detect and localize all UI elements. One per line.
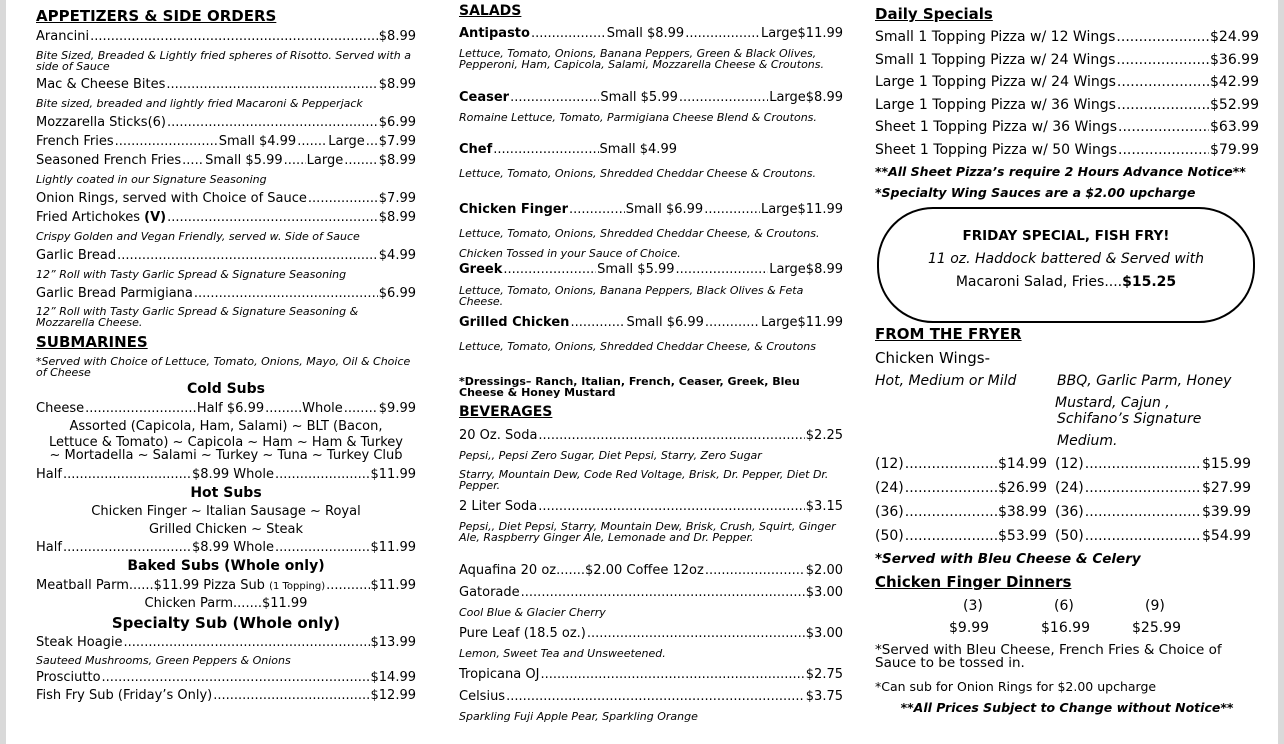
item-description: Bite sized, breaded and lightly fried Macaroni & Pepperjack xyxy=(36,97,363,110)
wing-sauces-basic: Hot, Medium or Mild xyxy=(875,373,1017,389)
menu-item-tropicana: Tropicana OJ ..... $2.75 xyxy=(459,667,843,683)
wing-sauces-specialty: Schifano’s Signature xyxy=(1057,411,1202,427)
special-item: Sheet 1 Topping Pizza w/ 50 Wings ..... $79.99 xyxy=(875,142,1259,158)
menu-item-aquafina-coffee: Aquafina 20 oz.......$2.00 Coffee 12oz ..... $2.00 xyxy=(459,563,843,579)
menu-item-cheese-sub: Cheese ..... Half $6.99 ..... Whole ..... $9.99 xyxy=(36,401,416,417)
sheet-pizza-note: **All Sheet Pizza’s require 2 Hours Advance Notice** xyxy=(875,164,1246,179)
item-description: Sparkling Fuji Apple Pear, Sparkling Orange xyxy=(459,710,698,723)
cold-subs-heading: Cold Subs xyxy=(187,381,265,397)
menu-item-mac-cheese: Mac & Cheese Bites ..... $8.99 xyxy=(36,77,416,93)
menu-item-chicken-finger-salad: Chicken Finger ..... Small $6.99 ..... Large$11.99 xyxy=(459,202,843,218)
menu-item-antipasto: Antipasto ..... Small $8.99 ..... Large$11.99 xyxy=(459,26,843,42)
item-description: Lightly coated in our Signature Seasoning xyxy=(36,173,267,186)
friday-special-box xyxy=(877,207,1255,323)
submarines-heading: SUBMARINES xyxy=(36,333,148,351)
special-item: Small 1 Topping Pizza w/ 24 Wings ..... $36.99 xyxy=(875,52,1259,68)
item-description: Pepsi,, Pepsi Zero Sugar, Diet Pepsi, Starry, Zero Sugar xyxy=(459,449,762,462)
menu-item-celsius: Celsius ..... $3.75 xyxy=(459,689,843,705)
cold-subs-prices: Half ..... $8.99 Whole ..... $11.99 xyxy=(36,467,416,483)
special-item: Large 1 Topping Pizza w/ 24 Wings ..... $42.99 xyxy=(875,74,1259,90)
dressings-note: *Dressings– Ranch, Italian, French, Ceaser, Greek, Bleu Cheese & Honey Mustard xyxy=(459,375,800,399)
submarines-note: *Served with Choice of Lettuce, Tomato, Onions, Mayo, Oil & Choice of Cheese xyxy=(36,355,411,379)
item-description: Lettuce, Tomato, Onions, Shredded Cheddar Cheese, & Croutons. Chicken Tossed in your Sauce of Choice. xyxy=(459,227,820,260)
menu-item-seasoned-fries: Seasoned French Fries ..... Small $5.99 ..... Large ..... $8.99 xyxy=(36,153,416,169)
item-description: Romaine Lettuce, Tomato, Parmigiana Cheese Blend & Croutons. xyxy=(459,111,817,124)
menu-page: APPETIZERS & SIDE ORDERS Arancini ..... $8.99 Bite Sized, Breaded & Lightly fried spheres of Risotto. Served with a side of Sauce Mac & Cheese Bites ..... $8.99 Bite sized, breaded and lightly fried Macaroni & Pepperjack Mozzarella Sticks(6) ..... $6.99 French Fries ..... Small $4.99 ..... Large ..... $7.99 Seasoned French Fries ..... Small $5.99 ..... Large ..... $8.99 Lightly coated in our Signature Seasoning Onion Rings, served with Choice of Sauce ..... $7.99 Fried Artichokes (V) ..... $8.99 Crispy Golden and Vegan Friendly, served w. Side of Sauce Garlic Bread ..... $4.99 12” Roll with Tasty Garlic Spread & Signature Seasoning Garlic Bread Parmigiana ..... $6.99 12” Roll with Tasty Garlic Spread & Signature Seasoning & Mozzarella Cheese. SUBMARINES *Served with Choice of Lettuce, Tomato, Onions, Mayo, Oil & Choice of Cheese Cold Subs Cheese ..... Half $6.99 ..... Whole ..... $9.99 Assorted (Capicola, Ham, Salami) ~ BLT (Bacon, Lettuce & Tomato) ~ Capicola ~ Ham ~ Ham & Turkey ~ Mortadella ~ Salami ~ Turkey ~ Tuna ~ Turkey Club Half ..... $8.99 Whole ..... $11.99 Hot Subs Chicken Finger ~ Italian Sausage ~ Royal Grilled Chicken ~ Steak Half ..... $8.99 Whole ..... $11.99 Baked Subs (Whole only) Meatball Parm......$11.99 Pizza Sub (1 Topping) ..... $11.99 Chicken Parm.......$11.99 Specialty Sub (Whole only) Steak Hoagie ..... $13.99 Sauteed Mushrooms, Green Peppers & Onions Prosciutto ..... $14.99 Fish Fry Sub (Friday’s Only) ..... $12.99 SALADS Antipasto ..... Small $8.99 ..... Large$11.99 Lettuce, Tomato, Onions, Banana Peppers, Green & Black Olives, Pepperoni, Ham, Capicola, Salami, Mozzarella Cheese & Croutons. Ceaser ..... Small $5.99 ..... Large$8.99 Romaine Lettuce, Tomato, Parmigiana Cheese Blend & Croutons. Chef ..... Small $4.99 Lettuce, Tomato, Onions, Shredded Cheddar Cheese & Croutons. Chicken Finger ..... Small $6.99 ..... Large$11.99 Lettuce, Tomato, Onions, Shredded Cheddar Cheese, & Croutons. Chicken Tossed in your Sauce of Choice. Greek ..... Small $5.99 ..... Large$8.99 Lettuce, Tomato, Onions, Banana Peppers, Black Olives & Feta Cheese. Grilled Chicken ..... Small $6.99 ..... Large$11.99 Lettuce, Tomato, Onions, Shredded Cheddar Cheese, & Croutons *Dressings– Ranch, Italian, French, Ceaser, Greek, Bleu Cheese & Honey Mustard BEVERAGES 20 Oz. Soda ..... $2.25 Pepsi,, Pepsi Zero Sugar, Diet Pepsi, Starry, Zero Sugar Starry, Mountain Dew, Code Red Voltage, Brisk, Dr. Pepper, Diet Dr. Pepper. 2 Liter Soda ..... $3.15 Pepsi,, Diet Pepsi, Starry, Mountain Dew, Brisk, Crush, Squirt, Ginger Ale, Raspberry Ginger Ale, Lemonade and Dr. Pepper. Aquafina 20 oz.......$2.00 Coffee 12oz ..... $2.00 Gatorade ..... $3.00 Cool Blue & Glacier Cherry Pure Leaf (18.5 oz.) ..... $3.00 Lemon, Sweet Tea and Unsweetened. Tropicana OJ ..... $2.75 Celsius ..... $3.75 Sparkling Fuji Apple Pear, Sparkling Orange Daily Specials Small 1 Topping Pizza w/ 12 Wings ..... $24.99 Small 1 Topping Pizza w/ 24 Wings ..... $36.99 Large 1 Topping Pizza w/ 24 Wings ..... $42.99 Large 1 Topping Pizza w/ 36 Wings ..... $52.99 Sheet 1 Topping Pizza w/ 36 Wings ..... $63.99 Sheet 1 Topping Pizza w/ 50 Wings ..... $79.99 **All Sheet Pizza’s require 2 Hours Advance Notice** *Specialty Wing Sauces are a $2.00 upcharge FRIDAY SPECIAL, FISH FRY! 11 oz. Haddock battered & Served with Macaroni Salad, Fries....$15.25 FROM THE FRYER Chicken Wings- Hot, Medium or Mild BBQ, Garlic Parm, Honey Mustard, Cajun , Schifano’s Signature Medium. (12) ..... $14.99 (12) ..... $15.99 (24) ..... $26.99 (24) ..... $27.99 (36) ..... $38.99 (36) ..... $39.99 (50) ..... $53.99 (50) ..... $54.99 *Served with Bleu Cheese & Celery Chicken Finger Dinners (3) (6) (9) $9.99 $16.99 $25.99 *Served with Bleu Cheese, French Fries & Choice of Sauce to be tossed in. *Can sub for Onion Rings for $2.00 upcharge **All Prices Subject to Change without Notice** xyxy=(6,0,1278,744)
menu-item-greek: Greek ..... Small $5.99 ..... Large$8.99 xyxy=(459,262,843,278)
specialty-sub-heading: Specialty Sub (Whole only) xyxy=(111,614,341,632)
item-description: Crispy Golden and Vegan Friendly, served w. Side of Sauce xyxy=(36,230,360,243)
menu-item-garlic-bread-parm: Garlic Bread Parmigiana ..... $6.99 xyxy=(36,286,416,302)
hot-subs-list: Grilled Chicken ~ Steak xyxy=(148,522,303,537)
chicken-finger-dinners-heading: Chicken Finger Dinners xyxy=(875,573,1072,591)
cold-subs-list: Lettuce & Tomato) ~ Capicola ~ Ham ~ Ham & Turkey xyxy=(48,435,403,450)
item-description: 12” Roll with Tasty Garlic Spread & Signature Seasoning & Mozzarella Cheese. xyxy=(36,305,359,329)
menu-item-chef: Chef ..... Small $4.99 xyxy=(459,142,677,158)
item-description: Lettuce, Tomato, Onions, Shredded Cheddar Cheese & Croutons. xyxy=(459,167,817,180)
item-description: Lemon, Sweet Tea and Unsweetened. xyxy=(459,647,666,660)
special-item: Small 1 Topping Pizza w/ 12 Wings ..... $24.99 xyxy=(875,29,1259,45)
baked-subs-chicken: Chicken Parm.......$11.99 xyxy=(144,596,308,611)
menu-item-2-liter-soda: 2 Liter Soda ..... $3.15 xyxy=(459,499,843,515)
appetizers-heading: APPETIZERS & SIDE ORDERS xyxy=(36,7,277,25)
wing-sauce-note: *Specialty Wing Sauces are a $2.00 upcharge xyxy=(875,185,1196,200)
chicken-wings-label: Chicken Wings- xyxy=(875,349,990,367)
menu-item-fish-fry-sub: Fish Fry Sub (Friday’s Only) ..... $12.99 xyxy=(36,688,416,704)
menu-item-ceaser: Ceaser ..... Small $5.99 ..... Large$8.99 xyxy=(459,90,843,106)
menu-item-grilled-chicken-salad: Grilled Chicken ..... Small $6.99 ..... Large$11.99 xyxy=(459,315,843,331)
menu-item-garlic-bread: Garlic Bread ..... $4.99 xyxy=(36,248,416,264)
menu-item-steak-hoagie: Steak Hoagie ..... $13.99 xyxy=(36,635,416,651)
menu-item-french-fries: French Fries ..... Small $4.99 ..... Large ..... $7.99 xyxy=(36,134,416,150)
item-description: Starry, Mountain Dew, Code Red Voltage, Brisk, Dr. Pepper, Diet Dr. Pepper. xyxy=(459,468,829,492)
friday-special-title: FRIDAY SPECIAL, FISH FRY! xyxy=(962,228,1170,244)
item-description: Sauteed Mushrooms, Green Peppers & Onions xyxy=(36,654,291,667)
item-description: Bite Sized, Breaded & Lightly fried spheres of Risotto. Served with a side of Sauce xyxy=(36,49,412,73)
friday-special-line: 11 oz. Haddock battered & Served with xyxy=(927,251,1205,267)
menu-item-20oz-soda: 20 Oz. Soda ..... $2.25 xyxy=(459,428,843,444)
fryer-heading: FROM THE FRYER xyxy=(875,325,1022,343)
onion-ring-sub-note: *Can sub for Onion Rings for $2.00 upcharge xyxy=(875,679,1157,694)
menu-item-pure-leaf: Pure Leaf (18.5 oz.) ..... $3.00 xyxy=(459,626,843,642)
item-description: 12” Roll with Tasty Garlic Spread & Signature Seasoning xyxy=(36,268,347,281)
menu-item-arancini: Arancini ..... $8.99 xyxy=(36,29,416,45)
item-description: Cool Blue & Glacier Cherry xyxy=(459,606,606,619)
menu-item-mozzarella: Mozzarella Sticks(6) ..... $6.99 xyxy=(36,115,416,131)
item-description: Pepsi,, Diet Pepsi, Starry, Mountain Dew, Brisk, Crush, Squirt, Ginger Ale, Raspberry Ginger Ale, Lemonade and Dr. Pepper. xyxy=(459,520,836,544)
special-item: Large 1 Topping Pizza w/ 36 Wings ..... $52.99 xyxy=(875,97,1259,113)
friday-special-price-line: Macaroni Salad, Fries....$15.25 xyxy=(955,274,1177,290)
menu-item-onion-rings: Onion Rings, served with Choice of Sauce ..... $7.99 xyxy=(36,191,416,207)
special-item: Sheet 1 Topping Pizza w/ 36 Wings ..... $63.99 xyxy=(875,119,1259,135)
wings-served-note: *Served with Bleu Cheese & Celery xyxy=(875,551,1141,567)
wing-sauces-specialty: Medium. xyxy=(1057,433,1118,449)
wing-sauces-specialty: BBQ, Garlic Parm, Honey xyxy=(1057,373,1232,389)
beverages-heading: BEVERAGES xyxy=(459,404,553,420)
item-description: Lettuce, Tomato, Onions, Banana Peppers, Black Olives & Feta Cheese. xyxy=(459,284,804,308)
item-description: Lettuce, Tomato, Onions, Banana Peppers, Green & Black Olives, Pepperoni, Ham, Capicola, Salami, Mozzarella Cheese & Croutons. xyxy=(459,47,824,71)
menu-item-gatorade: Gatorade ..... $3.00 xyxy=(459,585,843,601)
wing-sauces-specialty: Mustard, Cajun , xyxy=(1055,395,1170,411)
daily-specials-heading: Daily Specials xyxy=(875,5,993,23)
cold-subs-list: Assorted (Capicola, Ham, Salami) ~ BLT (Bacon, xyxy=(69,419,383,434)
hot-subs-prices: Half ..... $8.99 Whole ..... $11.99 xyxy=(36,540,416,556)
hot-subs-heading: Hot Subs xyxy=(190,485,262,501)
salads-heading: SALADS xyxy=(459,3,522,19)
dinner-served-note: *Served with Bleu Cheese, French Fries & Choice of Sauce to be tossed in. xyxy=(875,642,1222,671)
cold-subs-list: ~ Mortadella ~ Salami ~ Turkey ~ Tuna ~ Turkey Club xyxy=(49,448,403,463)
menu-item-prosciutto: Prosciutto ..... $14.99 xyxy=(36,670,416,686)
baked-subs-line: Meatball Parm......$11.99 Pizza Sub (1 Topping) ..... $11.99 xyxy=(36,578,416,595)
menu-item-fried-artichokes: Fried Artichokes (V) ..... $8.99 xyxy=(36,210,416,226)
hot-subs-list: Chicken Finger ~ Italian Sausage ~ Royal xyxy=(91,504,361,519)
price-change-note: **All Prices Subject to Change without Notice** xyxy=(900,700,1234,715)
baked-subs-heading: Baked Subs (Whole only) xyxy=(127,558,325,574)
item-description: Lettuce, Tomato, Onions, Shredded Cheddar Cheese, & Croutons xyxy=(459,340,817,353)
